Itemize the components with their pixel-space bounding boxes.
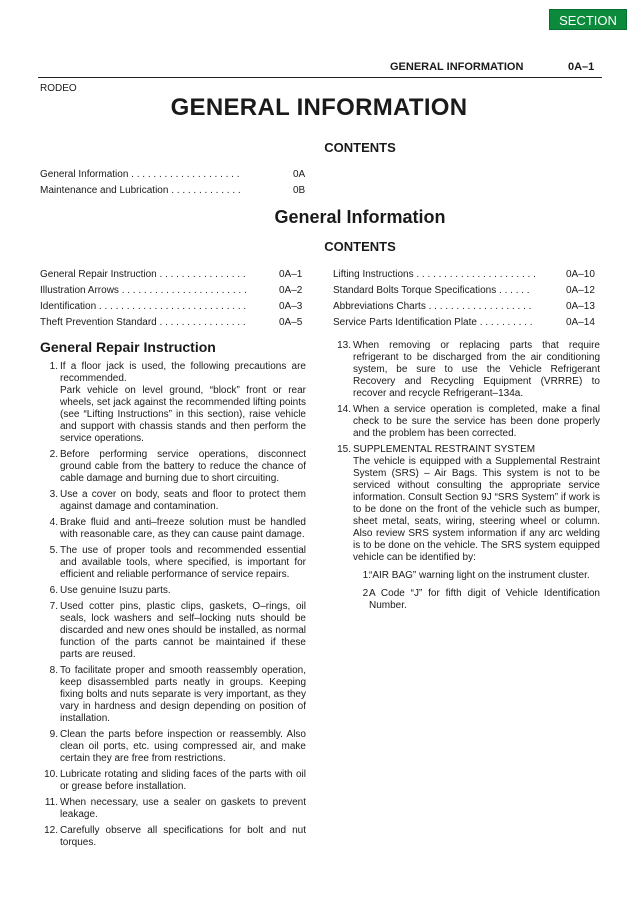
toc-main	[40, 167, 310, 199]
toc-entry[interactable]	[333, 315, 603, 331]
sub-item-number: 1.	[362, 570, 371, 581]
item-number: 10.	[44, 769, 58, 780]
item-number: 14.	[337, 404, 351, 415]
toc-label[interactable]: Identification . . . . . . . . . . . . . . . . . . . . . . . . . . .	[40, 301, 247, 312]
model-name: RODEO	[40, 83, 77, 94]
toc-page: 0A–2	[279, 285, 303, 296]
toc-page: 0A–1	[279, 269, 303, 280]
toc-page: 0A	[293, 169, 306, 180]
item-number: 9.	[49, 729, 58, 740]
list-item	[40, 797, 306, 821]
toc-entry[interactable]	[40, 183, 310, 199]
item-text: Before performing service operations, disconnect ground cable from the battery to reduce the chance of cable damage and burning due to short circuiting.	[60, 449, 306, 484]
toc-label[interactable]: Illustration Arrows . . . . . . . . . . . . . . . . . . . . . . .	[40, 285, 247, 296]
toc-entry[interactable]	[333, 299, 603, 315]
list-item	[40, 449, 306, 485]
item-number: 6.	[49, 585, 58, 596]
item-number: 2.	[49, 449, 58, 460]
general-repair-heading: General Repair Instruction	[40, 339, 216, 355]
list-item	[40, 729, 306, 765]
toc-left	[40, 267, 310, 331]
item-number: 3.	[49, 489, 58, 500]
item-text: Clean the parts before inspection or reassembly. Also clean oil ports, etc. using compressed air, and make certain they are free from restrictions.	[60, 729, 306, 764]
item-number: 8.	[49, 665, 58, 676]
sub-item-number: 2.	[362, 588, 371, 599]
contents-heading: CONTENTS	[324, 140, 396, 155]
toc-entry[interactable]	[333, 267, 603, 283]
toc-label[interactable]: Abbreviations Charts . . . . . . . . . . . . . . . . . . .	[333, 301, 532, 312]
item-number: 4.	[49, 517, 58, 528]
toc-page: 0A–12	[566, 285, 595, 296]
toc-label[interactable]: Standard Bolts Torque Specifications . . . . . .	[333, 285, 530, 296]
header-title: GENERAL INFORMATION	[390, 61, 524, 73]
srs-text: The vehicle is equipped with a Supplemental Restraint System (SRS) – Air Bags. This system is not to be serviced without consulting the appropriate service information. Consult Section 9J “SRS System” if work is to be done on the front of the vehicle such as bumper, sheet metal, seats, wiring, steering wheel or column. Also review SRS system information if any arc welding is to be done on the vehicle. The SRS system equipped vehicle can be identified by:	[353, 456, 600, 563]
item-text: If a floor jack is used, the following precautions are recommended.	[60, 361, 306, 384]
list-item	[40, 489, 306, 513]
toc-label[interactable]: General Information . . . . . . . . . . . . . . . . . . . .	[40, 169, 240, 180]
list-item	[40, 361, 306, 445]
sub-item-text: A Code “J” for fifth digit of Vehicle Identification Number.	[369, 588, 600, 611]
list-item	[333, 444, 600, 612]
item-text: Lubricate rotating and sliding faces of the parts with oil or grease before installation.	[60, 769, 306, 792]
item-number: 13.	[337, 340, 351, 351]
list-item	[40, 517, 306, 541]
toc-page: 0A–3	[279, 301, 303, 312]
instruction-list-left	[40, 361, 306, 853]
section-button[interactable]: SECTION	[549, 9, 627, 30]
header-page-number: 0A–1	[568, 61, 595, 73]
toc-page: 0A–13	[566, 301, 595, 312]
item-number: 11.	[44, 797, 58, 808]
list-item	[333, 340, 600, 400]
list-item	[333, 404, 600, 440]
header-rule	[38, 77, 602, 78]
toc-page: 0B	[293, 185, 306, 196]
toc-page: 0A–14	[566, 317, 595, 328]
item-text: Used cotter pins, plastic clips, gaskets, O–rings, oil seals, lock washers and self–locking nuts should be discarded and new ones should be installed, as normal function of the parts cannot be maintained if these parts are reused.	[60, 601, 306, 660]
toc-page: 0A–10	[566, 269, 595, 280]
item-extra-text: Park vehicle on level ground, “block” front or rear wheels, set jack against the recommended lifting points (see “Lifting Instructions” in this section), raise vehicle and support with chassis stands and then perform the service operations.	[60, 385, 306, 444]
contents-heading-2: CONTENTS	[324, 239, 396, 254]
sub-item	[353, 588, 600, 612]
item-number: 1.	[49, 361, 58, 372]
toc-label[interactable]: Maintenance and Lubrication . . . . . . . . . . . . .	[40, 185, 241, 196]
toc-label[interactable]: Theft Prevention Standard . . . . . . . . . . . . . . . .	[40, 317, 246, 328]
list-item	[40, 585, 306, 597]
toc-entry[interactable]	[40, 299, 310, 315]
list-item	[40, 769, 306, 793]
toc-entry[interactable]	[333, 283, 603, 299]
list-item	[40, 601, 306, 661]
sub-item-text: “AIR BAG” warning light on the instrument cluster.	[369, 570, 590, 581]
toc-entry[interactable]	[40, 167, 310, 183]
section-title: General Information	[274, 207, 446, 227]
item-text: When a service operation is completed, make a final check to be sure the service has been done properly and the problem has been corrected.	[353, 404, 600, 439]
toc-right	[333, 267, 603, 331]
item-text: The use of proper tools and recommended essential and available tools, where specified, is important for efficient and reliable performance of service repairs.	[60, 545, 306, 580]
toc-entry[interactable]	[40, 267, 310, 283]
srs-title: SUPPLEMENTAL RESTRAINT SYSTEM	[353, 444, 536, 455]
item-number: 12.	[44, 825, 58, 836]
list-item	[40, 825, 306, 849]
toc-entry[interactable]	[40, 315, 310, 331]
item-number: 15.	[337, 444, 351, 455]
toc-page: 0A–5	[279, 317, 303, 328]
item-text: When removing or replacing parts that require refrigerant to be discharged from the air conditioning system, be sure to use the Vehicle Refrigerant Recovery and Recycling Equipment (VRRRE) to recover and recycle Refrigerant–134a.	[353, 340, 600, 399]
list-item	[40, 665, 306, 725]
page-title: GENERAL INFORMATION	[170, 94, 468, 121]
item-text: To facilitate proper and smooth reassembly operation, keep disassembled parts neatly in groups. Keeping fixing bolts and nuts separate is very important, as they vary in hardness and design depending on position of installation.	[60, 665, 306, 724]
list-item	[40, 545, 306, 581]
item-text: Carefully observe all specifications for bolt and nut torques.	[60, 825, 306, 848]
toc-label[interactable]: Lifting Instructions . . . . . . . . . . . . . . . . . . . . . .	[333, 269, 536, 280]
sub-item	[353, 570, 600, 582]
item-text: Use genuine Isuzu parts.	[60, 585, 171, 596]
toc-label[interactable]: Service Parts Identification Plate . . . . . . . . . .	[333, 317, 533, 328]
item-text: When necessary, use a sealer on gaskets to prevent leakage.	[60, 797, 306, 820]
item-number: 7.	[49, 601, 58, 612]
instruction-list-right	[333, 340, 600, 616]
toc-label[interactable]: General Repair Instruction . . . . . . . . . . . . . . . .	[40, 269, 246, 280]
toc-entry[interactable]	[40, 283, 310, 299]
item-text: Use a cover on body, seats and floor to protect them against damage and contamination.	[60, 489, 306, 512]
item-text: Brake fluid and anti–freeze solution must be handled with reasonable care, as they can cause paint damage.	[60, 517, 306, 540]
item-number: 5.	[49, 545, 58, 556]
